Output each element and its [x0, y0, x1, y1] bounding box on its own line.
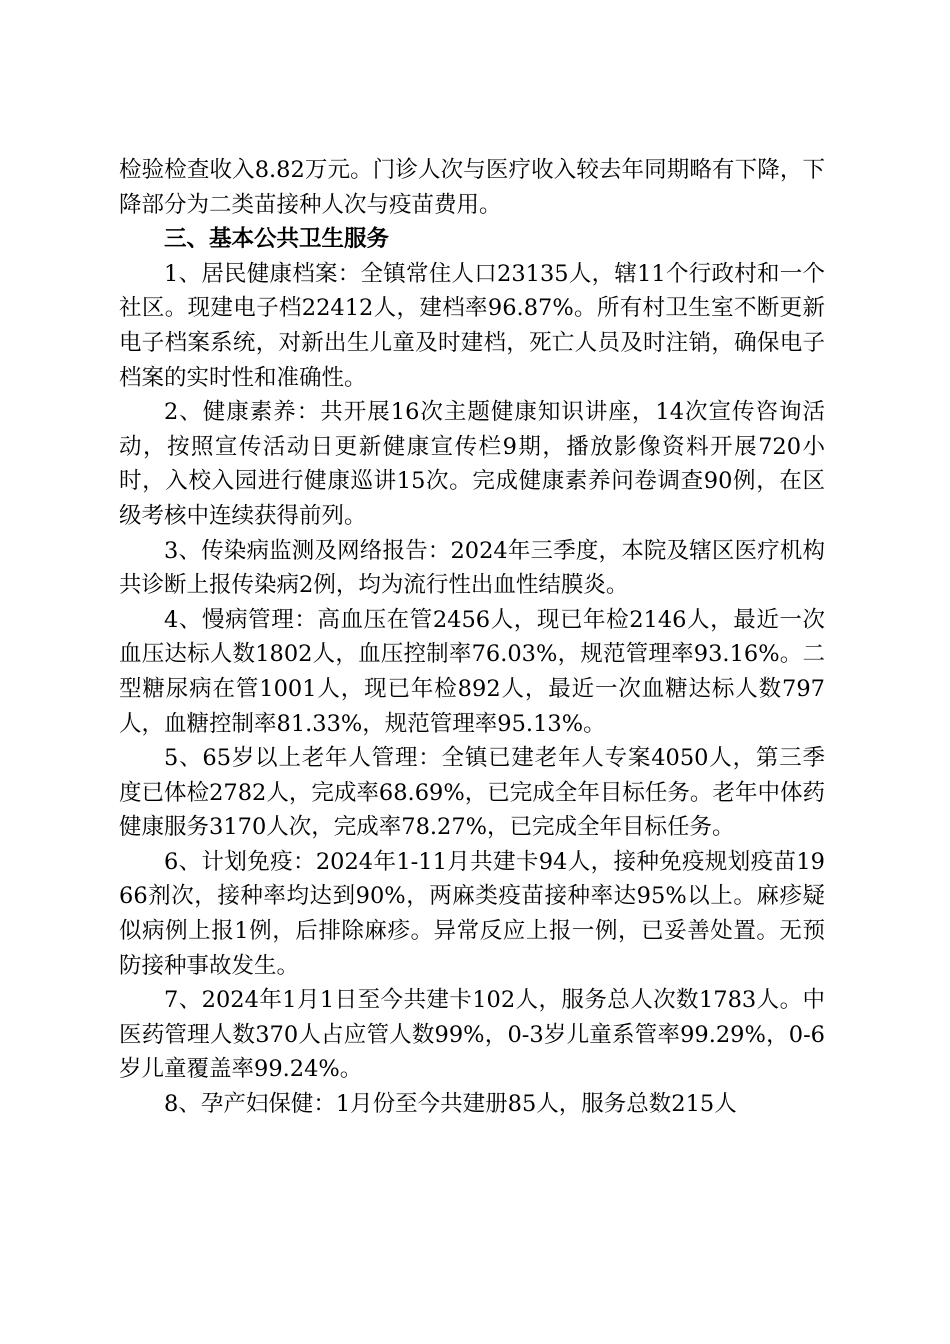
paragraph-immunization: 6、计划免疫：2024年1-11月共建卡94人，接种免疫规划疫苗1966剂次，接种率均达到90%，两麻类疫苗接种率达95%以上。麻疹疑似病例上报1例，后排除麻疹。异常反应上报一例，已妥善处置。无预防接种事故发生。: [119, 848, 825, 979]
paragraph-elderly-management: 5、65岁以上老年人管理：全镇已建老年人专案4050人，第三季度已体检2782人，完成率68.69%，已完成全年目标任务。老年中体药健康服务3170人次，完成率78.27%，已完成全年目标任务。: [119, 745, 825, 841]
paragraph-health-literacy: 2、健康素养：共开展16次主题健康知识讲座，14次宣传咨询活动，按照宣传活动日更新健康宣传栏9期，播放影像资料开展720小时，入校入园进行健康巡讲15次。完成健康素养问卷调查90例，在区级考核中连续获得前列。: [119, 399, 825, 529]
paragraph-health-records: 1、居民健康档案：全镇常住人口23135人，辖11个行政村和一个社区。现建电子档22412人，建档率96.87%。所有村卫生室不断更新电子档案系统，对新出生儿童及时建档，死亡人员及时注销，确保电子档案的实时性和准确性。: [119, 260, 825, 391]
paragraph-child-health: 7、2024年1月1日至今共建卡102人，服务总人次数1783人。中医药管理人数370人占应管人数99%，0-3岁儿童系管率99.29%，0-6岁儿童覆盖率99.24%。: [119, 987, 825, 1083]
document-body: [119, 153, 825, 1122]
section-heading-public-health: 三、基本公共卫生服务: [164, 226, 390, 253]
paragraph-revenue-summary: 检验检查收入8.82万元。门诊人次与医疗收入较去年同期略有下降，下降部分为二类苗接种人次与疫苗费用。: [119, 157, 825, 218]
paragraph-infectious-disease: 3、传染病监测及网络报告：2024年三季度，本院及辖区医疗机构共诊断上报传染病2例，均为流行性出血性结膜炎。: [119, 537, 825, 599]
paragraph-chronic-disease: 4、慢病管理：高血压在管2456人，现已年检2146人，最近一次血压达标人数1802人，血压控制率76.03%，规范管理率93.16%。二型糖尿病在管1001人，现已年检892人，最近一次血糖达标人数797人，血糖控制率81.33%，规范管理率95.13%。: [119, 606, 825, 737]
paragraph-maternal-care: 8、孕产妇保健：1月份至今共建册85人，服务总数215人: [164, 1091, 737, 1118]
